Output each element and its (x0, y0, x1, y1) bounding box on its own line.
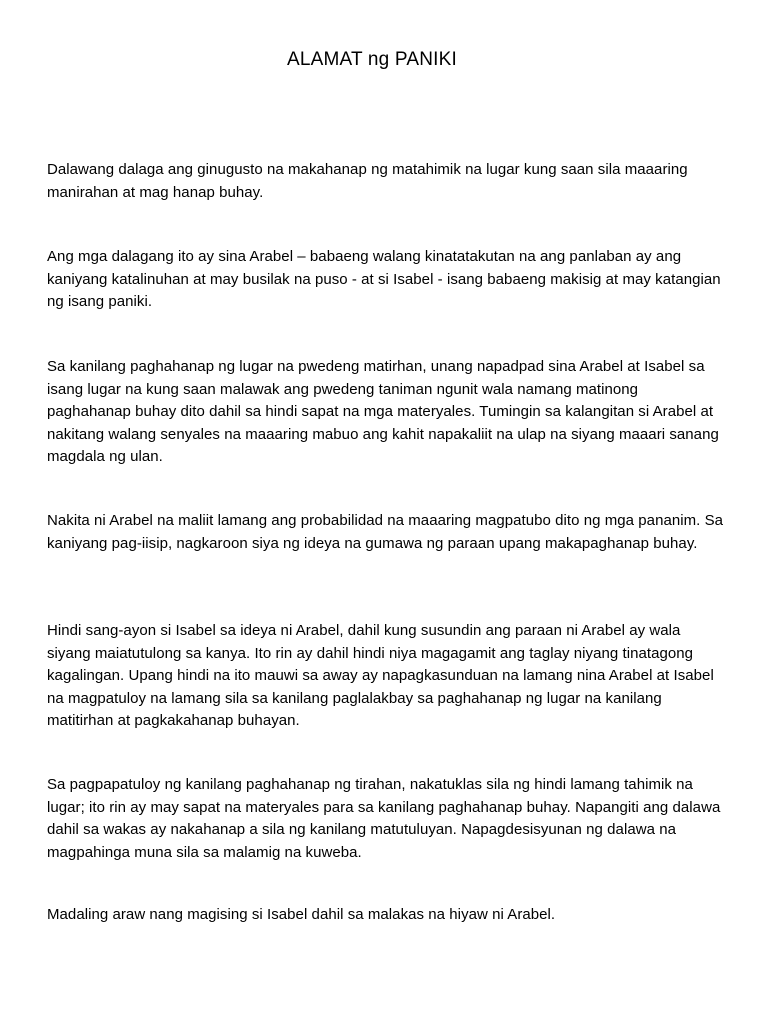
paragraph-7: Madaling araw nang magising si Isabel dahil sa malakas na hiyaw ni Arabel. (47, 906, 556, 923)
paragraph-5: Hindi sang-ayon si Isabel sa ideya ni Arabel, dahil kung susundin ang paraan ni Arabel ay wala siyang maiatutulong sa kanya. Ito rin ay dahil hindi niya magagamit ang taglay niyang tinatagong kagalingan. Upang hindi na ito mauwi sa away ay napagkasunduan na lamang nina Arabel at Isabel na magpatuloy na lamang sila sa kanilang paglalakbay sa paghahanap ng lugar na kanilang matitirhan at pagkakahanap buhayan. (47, 622, 714, 729)
paragraph-4: Nakita ni Arabel na maliit lamang ang probabilidad na maaaring magpatubo dito ng mga pananim. Sa kaniyang pag-iisip, nagkaroon siya ng ideya na gumawa ng paraan upang makapaghanap buhay. (47, 512, 724, 552)
paragraph-2: Ang mga dalagang ito ay sina Arabel – babaeng walang kinatatakutan na ang panlaban ay ang kaniyang katalinuhan at may busilak na puso - at si Isabel - isang babaeng makisig at may katangian ng isang paniki. (47, 248, 721, 310)
paragraph-1: Dalawang dalaga ang ginugusto na makahanap ng matahimik na lugar kung saan sila maaaring manirahan at mag hanap buhay. (47, 161, 688, 201)
paragraph-3: Sa kanilang paghahanap ng lugar na pwedeng matirhan, unang napadpad sina Arabel at Isabel sa isang lugar na kung saan malawak ang pwedeng taniman ngunit wala namang matinong paghahanap buhay dito dahil sa hindi sapat na mga materyales. Tumingin sa kalangitan si Arabel at nakitang walang senyales na maaaring mabuo ang kahit napakaliit na ulap na siyang maaari sanang magdala ng ulan. (47, 358, 719, 465)
paragraph-6: Sa pagpapatuloy ng kanilang paghahanap ng tirahan, nakatuklas sila ng hindi lamang tahimik na lugar; ito rin ay may sapat na materyales para sa kanilang paghahanap buhay. Napangiti ang dalawa dahil sa wakas ay nakahanap a sila ng kanilang matutuluyan. Napagdesisyunan ng dalawa na magpahinga muna sila sa malamig na kuweba. (47, 776, 721, 861)
document-title: ALAMAT ng PANIKI (286, 49, 458, 70)
